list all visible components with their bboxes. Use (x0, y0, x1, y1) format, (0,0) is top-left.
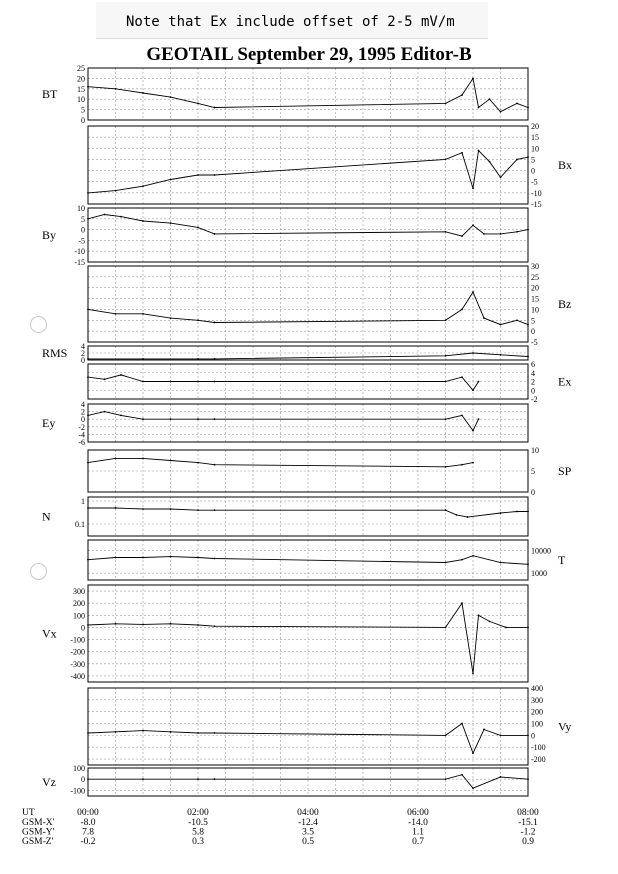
data-point-ex (120, 374, 122, 376)
data-point-bx (142, 185, 144, 187)
data-point-n (142, 508, 144, 510)
data-point-bx (527, 156, 529, 158)
data-point-vz (87, 778, 89, 780)
gsm-value: -8.0 (80, 818, 96, 828)
y-tick-label-vx: 100 (73, 611, 85, 621)
data-point-vy (500, 734, 502, 736)
data-point-t (472, 555, 474, 557)
data-point-t (142, 557, 144, 559)
y-tick-label-sp: 0 (531, 488, 535, 497)
data-point-n (445, 509, 447, 511)
data-point-vy (142, 730, 144, 732)
data-point-bt (87, 86, 89, 88)
data-point-bx (478, 150, 480, 152)
y-tick-label-bz: 15 (531, 294, 539, 304)
data-point-vx (472, 673, 474, 675)
data-point-vx (214, 625, 216, 627)
data-point-bx (445, 159, 447, 161)
data-point-vy (170, 731, 172, 733)
data-point-rms (214, 358, 216, 360)
panel-frame-bx (88, 126, 528, 204)
y-tick-label-sp: 10 (531, 446, 539, 455)
data-point-bt (142, 92, 144, 94)
y-tick-label-vy: 100 (531, 719, 543, 729)
gsm-value: 0.5 (302, 837, 314, 847)
data-point-by (500, 233, 502, 235)
data-point-bx (489, 161, 491, 163)
data-point-bx (87, 192, 89, 194)
data-point-bt (516, 102, 518, 104)
data-point-by (170, 222, 172, 224)
data-point-by (445, 231, 447, 233)
data-point-vz (500, 776, 502, 778)
series-line-ey (88, 412, 479, 431)
data-point-n (197, 509, 199, 511)
data-point-by (104, 214, 106, 216)
data-point-ex (197, 381, 199, 383)
data-point-bt (115, 88, 117, 90)
data-point-vx (527, 627, 529, 629)
gsm-value: -1.2 (520, 827, 536, 838)
data-point-vz (214, 778, 216, 780)
y-tick-label-bt: 20 (77, 74, 85, 84)
data-point-by (483, 233, 485, 235)
data-point-vz (472, 787, 474, 789)
data-point-vz (142, 778, 144, 780)
y-tick-label-vx: -200 (70, 647, 85, 657)
data-point-ey (120, 415, 122, 417)
data-point-t (170, 556, 172, 558)
y-tick-label-bx: 10 (531, 144, 539, 154)
y-tick-label-vx: 0 (81, 623, 85, 633)
panel-label-ey: Ey (42, 416, 56, 430)
data-point-n (456, 514, 458, 516)
data-point-ey (445, 418, 447, 420)
data-point-ey (142, 418, 144, 420)
panel-label-by: By (42, 228, 57, 242)
data-point-ex (472, 389, 474, 391)
data-point-ey (478, 418, 480, 420)
y-tick-label-bz: 5 (531, 316, 535, 326)
y-tick-label-ex: -2 (531, 395, 538, 404)
y-tick-label-ey: 2 (81, 407, 85, 417)
y-tick-label-bz: 0 (531, 327, 535, 337)
y-tick-label-vx: -400 (70, 671, 85, 681)
data-point-bz (214, 322, 216, 324)
y-tick-label-vy: -200 (531, 755, 546, 765)
data-point-ey (461, 415, 463, 417)
y-tick-label-bz: 30 (531, 262, 539, 271)
gsm-value: 0.7 (412, 837, 424, 847)
data-point-ex (142, 381, 144, 383)
data-point-vy (461, 723, 463, 725)
data-point-bt (214, 107, 216, 109)
data-point-vz (527, 778, 529, 780)
data-point-rms (500, 354, 502, 356)
data-point-vx (87, 624, 89, 626)
data-point-sp (445, 466, 447, 468)
y-tick-label-by: -10 (74, 247, 85, 257)
data-point-bx (214, 174, 216, 176)
y-tick-label-bx: 0 (531, 166, 535, 176)
x-tick-label: 06:00 (407, 808, 429, 818)
data-point-vz (445, 778, 447, 780)
data-point-bx (500, 176, 502, 178)
y-tick-label-by: -5 (78, 236, 85, 246)
gsm-row-label: GSM-Z' (22, 837, 54, 847)
data-point-by (527, 229, 529, 231)
data-point-vy (197, 732, 199, 734)
data-point-vx (115, 623, 117, 625)
data-point-t (500, 562, 502, 564)
panel-label-t: T (558, 553, 566, 567)
data-point-bx (197, 174, 199, 176)
data-point-rms (445, 355, 447, 357)
data-point-bt (489, 98, 491, 100)
y-tick-label-rms: 2 (81, 349, 85, 358)
data-point-bz (445, 319, 447, 321)
data-point-by (142, 220, 144, 222)
data-point-t (214, 558, 216, 560)
gsm-row-label: GSM-X' (22, 818, 55, 828)
data-point-ey (87, 415, 89, 417)
data-point-n (500, 512, 502, 514)
data-point-n (170, 508, 172, 510)
x-tick-label: 08:00 (517, 808, 539, 818)
data-point-by (461, 235, 463, 237)
y-tick-label-bz: 10 (531, 305, 539, 315)
panel-label-vy: Vy (558, 719, 572, 734)
data-point-vy (483, 729, 485, 731)
data-point-vx (505, 627, 507, 629)
data-point-bt (478, 107, 480, 109)
panel-label-ex: Ex (558, 374, 572, 389)
y-tick-label-vy: 300 (531, 695, 543, 705)
data-point-sp (214, 464, 216, 466)
y-tick-label-bx: 15 (531, 133, 539, 143)
data-point-ey (214, 418, 216, 420)
data-point-by (516, 231, 518, 233)
data-point-sp (115, 458, 117, 460)
data-point-bz (115, 313, 117, 315)
data-point-t (445, 562, 447, 564)
data-point-vy (87, 732, 89, 734)
y-tick-label-ey: 4 (81, 400, 85, 409)
data-point-n (115, 507, 117, 509)
x-tick-label: 02:00 (187, 808, 209, 818)
data-point-ex (87, 376, 89, 378)
data-point-sp (197, 462, 199, 464)
data-point-bx (170, 179, 172, 181)
data-point-rms (87, 358, 89, 360)
gsm-value: -0.2 (80, 837, 96, 847)
gsm-row-label: GSM-Y' (22, 827, 55, 838)
data-point-bz (142, 313, 144, 315)
panel-label-vx: Vx (42, 626, 57, 641)
x-axis-label-ut: UT (22, 808, 35, 818)
gsm-value: -14.0 (408, 818, 428, 828)
data-point-ex (214, 381, 216, 383)
data-point-vy (214, 732, 216, 734)
data-point-sp (461, 464, 463, 466)
data-point-ex (478, 381, 480, 383)
data-point-t (87, 559, 89, 561)
data-point-by (120, 216, 122, 218)
data-point-bt (197, 102, 199, 104)
y-tick-label-rms: 4 (81, 342, 85, 351)
data-point-bx (516, 159, 518, 161)
y-tick-label-bx: -15 (531, 200, 542, 209)
data-point-bz (170, 317, 172, 319)
data-point-bx (472, 188, 474, 190)
data-point-rms (197, 358, 199, 360)
y-tick-label-bz: -5 (531, 338, 538, 347)
y-tick-label-vx: -100 (70, 635, 85, 645)
y-tick-label-bz: 20 (531, 283, 539, 293)
y-tick-label-bt: 25 (77, 64, 85, 73)
panel-label-bx: Bx (558, 158, 573, 172)
y-tick-label-vx: 200 (73, 599, 85, 609)
y-tick-label-bx: 20 (531, 122, 539, 131)
chart-title: GEOTAIL September 29, 1995 Editor-B (146, 44, 472, 65)
y-tick-label-bt: 10 (77, 95, 85, 105)
data-point-bt (527, 107, 529, 109)
data-point-ex (461, 376, 463, 378)
data-point-sp (142, 458, 144, 460)
y-tick-label-vz: -100 (70, 786, 85, 796)
data-point-bz (483, 317, 485, 319)
data-point-vy (445, 734, 447, 736)
data-point-vx (142, 624, 144, 626)
data-point-bz (527, 324, 529, 326)
y-tick-label-bt: 15 (77, 84, 85, 94)
y-tick-label-vy: 200 (531, 707, 543, 717)
y-tick-label-vx: 300 (73, 587, 85, 597)
panel-label-sp: SP (558, 464, 572, 478)
y-tick-label-rms: 0 (81, 356, 85, 365)
data-point-sp (472, 462, 474, 464)
panel-label-bt: BT (42, 87, 58, 101)
y-tick-label-vy: 400 (531, 684, 543, 693)
data-point-ey (197, 418, 199, 420)
data-point-bt (500, 111, 502, 113)
offset-note-text: Note that Ex include offset of 2-5 mV/m (126, 14, 455, 30)
y-tick-label-ey: -2 (78, 422, 85, 432)
panel-label-n: N (42, 509, 51, 524)
data-point-sp (87, 462, 89, 464)
y-tick-label-ex: 0 (531, 386, 535, 396)
data-point-sp (170, 460, 172, 462)
y-tick-label-bt: 0 (81, 116, 85, 125)
y-tick-label-bx: 5 (531, 155, 535, 165)
data-point-vx (489, 620, 491, 622)
gsm-value: -10.5 (188, 818, 208, 828)
gsm-value: 3.5 (302, 827, 314, 838)
data-point-bt (472, 78, 474, 80)
data-point-bz (500, 324, 502, 326)
gsm-value: 1.1 (412, 827, 424, 838)
panel-label-bz: Bz (558, 297, 572, 311)
y-tick-label-bt: 5 (81, 105, 85, 115)
data-point-vx (461, 602, 463, 604)
y-tick-label-by: -15 (74, 258, 85, 267)
data-point-n (516, 511, 518, 513)
data-point-bz (197, 319, 199, 321)
data-point-t (461, 559, 463, 561)
x-tick-label: 00:00 (77, 808, 99, 818)
y-tick-label-ey: 0 (81, 415, 85, 425)
data-point-by (214, 233, 216, 235)
data-point-ex (170, 381, 172, 383)
data-point-vx (197, 624, 199, 626)
y-tick-label-vy: 0 (531, 731, 535, 741)
y-tick-label-n: 0.1 (75, 519, 85, 529)
y-tick-label-n: 1 (81, 497, 85, 507)
y-tick-label-bx: -10 (531, 188, 542, 198)
data-point-by (87, 218, 89, 220)
y-tick-label-ex: 2 (531, 377, 535, 387)
gsm-value: 0.3 (192, 837, 204, 847)
y-tick-label-bx: -5 (531, 177, 538, 187)
data-point-bx (115, 190, 117, 192)
data-point-bt (170, 96, 172, 98)
panel-label-vz: Vz (42, 775, 56, 789)
data-point-vx (445, 627, 447, 629)
y-tick-label-t: 10000 (531, 546, 551, 556)
data-point-bt (461, 94, 463, 96)
data-point-ey (170, 418, 172, 420)
data-point-vy (527, 734, 529, 736)
x-tick-label: 04:00 (297, 808, 319, 818)
gsm-value: 7.8 (82, 827, 94, 838)
data-point-bz (516, 319, 518, 321)
data-point-rms (472, 352, 474, 354)
y-tick-label-by: 0 (81, 225, 85, 235)
series-line-ex (88, 375, 479, 390)
data-point-ey (104, 411, 106, 413)
data-point-vx (170, 623, 172, 625)
data-point-rms (142, 358, 144, 360)
y-tick-label-ey: -6 (78, 438, 85, 447)
y-tick-label-bz: 25 (531, 272, 539, 282)
data-point-t (197, 557, 199, 559)
gsm-value: 5.8 (192, 827, 204, 838)
y-tick-label-by: 10 (77, 204, 85, 213)
data-point-by (472, 224, 474, 226)
y-tick-label-vx: -300 (70, 659, 85, 669)
data-point-ex (104, 378, 106, 380)
data-point-by (197, 227, 199, 229)
y-tick-label-vz: 100 (73, 764, 85, 773)
data-point-bt (445, 102, 447, 104)
data-point-n (467, 516, 469, 518)
data-point-bz (87, 309, 89, 311)
data-point-vy (472, 752, 474, 754)
data-point-ex (445, 381, 447, 383)
data-point-bx (461, 152, 463, 154)
data-point-vz (461, 774, 463, 776)
y-tick-label-ex: 6 (531, 360, 535, 369)
data-point-rms (527, 356, 529, 358)
data-point-t (527, 563, 529, 565)
data-point-vz (197, 778, 199, 780)
data-point-bz (472, 291, 474, 293)
data-point-ey (472, 430, 474, 432)
panel-label-rms: RMS (42, 346, 68, 360)
y-tick-label-t: 1000 (531, 569, 547, 579)
y-tick-label-ex: 4 (531, 368, 535, 378)
y-tick-label-vy: -100 (531, 743, 546, 753)
data-point-t (115, 557, 117, 559)
data-point-vy (115, 731, 117, 733)
gsm-value: -15.1 (518, 818, 538, 828)
y-tick-label-sp: 5 (531, 467, 535, 476)
gsm-value: -12.4 (298, 818, 318, 828)
data-point-bz (461, 309, 463, 311)
data-point-n (87, 507, 89, 509)
data-point-n (214, 509, 216, 511)
y-tick-label-vz: 0 (81, 775, 85, 785)
data-point-vx (478, 614, 480, 616)
gsm-value: 0.9 (522, 837, 534, 847)
y-tick-label-ey: -4 (78, 430, 85, 440)
data-point-n (527, 511, 529, 513)
y-tick-label-by: 5 (81, 214, 85, 224)
